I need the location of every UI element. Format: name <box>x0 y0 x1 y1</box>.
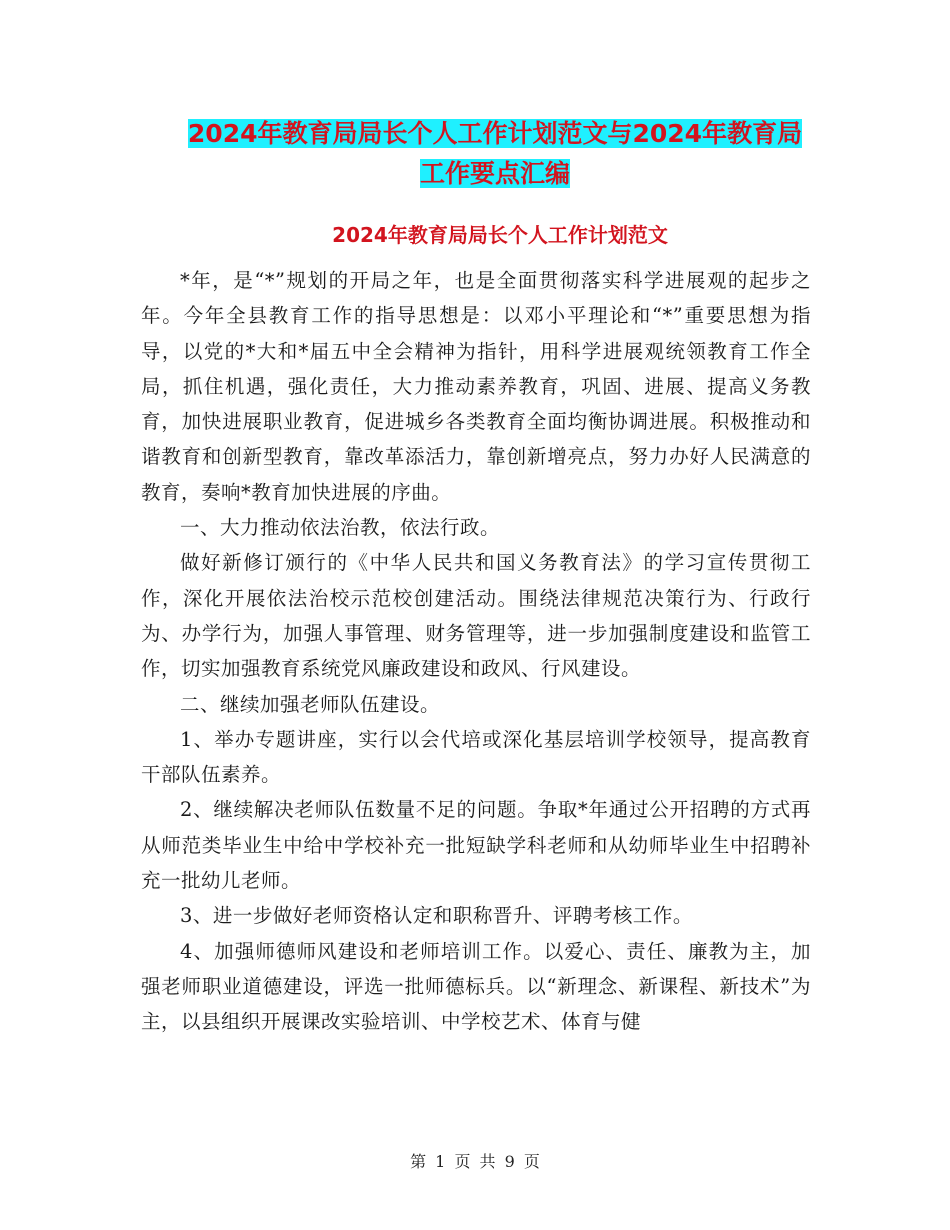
page-footer: 第 1 页 共 9 页 <box>410 1152 540 1171</box>
heading-two: 二、继续加强老师队伍建设。 <box>180 692 441 716</box>
paragraph-law: 做好新修订颁行的《中华人民共和国义务教育法》的学习宣传贯彻工作，深化开展依法治校示范校创建活动。围绕法律规范决策行为、行政行为、办学行为，加强人事管理、财务管理等，进一步加强制度建设和监管工作，切实加强教育系统党风廉政建设和政风、行风建设。 <box>141 551 811 681</box>
list-item-4: 4、加强师德师风建设和老师培训工作。以爱心、责任、廉教为主，加强老师职业道德建设，评选一批师德标兵。以“新理念、新课程、新技术”为主，以县组织开展课改实验培训、中学校艺术、体育与健 <box>141 939 811 1034</box>
document-body <box>141 263 811 1040</box>
section-title: 2024年教育局局长个人工作计划范文 <box>332 223 668 247</box>
document-title <box>140 114 850 194</box>
document-title-line2: 工作要点汇编 <box>419 159 570 188</box>
document-title-line1: 2024年教育局局长个人工作计划范文与2024年教育局 <box>187 119 803 148</box>
list-item-2: 2、继续解决老师队伍数量不足的问题。争取*年通过公开招聘的方式再从师范类毕业生中给中学校补充一批短缺学科老师和从幼师毕业生中招聘补充一批幼儿老师。 <box>141 798 811 893</box>
paragraph-intro: *年，是“*”规划的开局之年，也是全面贯彻落实科学进展观的起步之年。今年全县教育工作的指导思想是：以邓小平理论和“*”重要思想为指导，以党的*大和*届五中全会精神为指针，用科学进展观统领教育工作全局，抓住机遇，强化责任，大力推动素养教育，巩固、进展、提高义务教育，加快进展职业教育，促进城乡各类教育全面均衡协调进展。积极推动和谐教育和创新型教育，靠改革添活力，靠创新增亮点，努力办好人民满意的教育，奏响*教育加快进展的序曲。 <box>141 269 811 504</box>
list-item-3: 3、进一步做好老师资格认定和职称晋升、评聘考核工作。 <box>180 904 693 928</box>
list-item-1: 1、举办专题讲座，实行以会代培或深化基层培训学校领导，提高教育干部队伍素养。 <box>141 727 811 787</box>
heading-one: 一、大力推动依法治教，依法行政。 <box>180 516 501 540</box>
